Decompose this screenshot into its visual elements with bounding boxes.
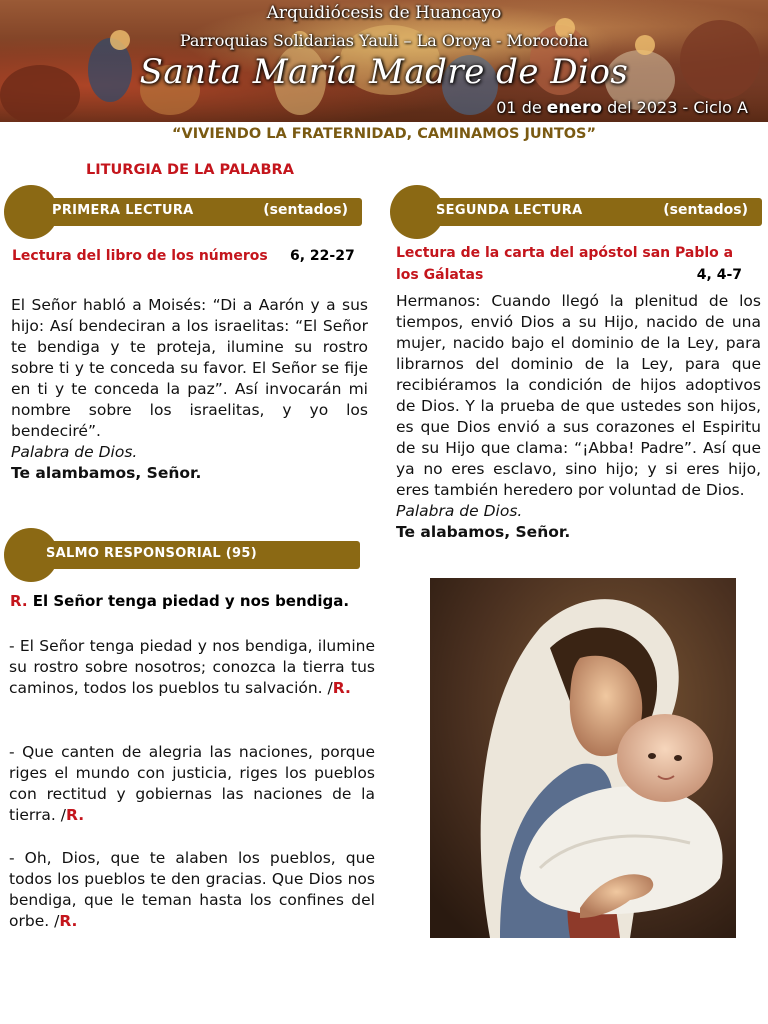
salmo-response-text: El Señor tenga piedad y nos bendiga	[32, 592, 344, 610]
primera-body	[11, 295, 368, 484]
stanza-text: - Que canten de alegria las naciones, porque riges el mundo con justicia, riges los pueblos con rectitud y gobiernas las naciones de la tierra. /	[9, 743, 375, 824]
primera-closing: Palabra de Dios.	[11, 443, 138, 461]
segunda-cite: 4, 4-7	[696, 267, 742, 283]
date-month: enero	[546, 98, 603, 118]
date-rest: del 2023 - Ciclo A	[607, 98, 748, 117]
response-marker: R.	[10, 592, 28, 610]
parishes-name: Parroquias Solidarias Yauli – La Oroya - Morocoha	[179, 31, 589, 50]
segunda-text: Hermanos: Cuando llegó la plenitud de los tiempos, envió Dios a su Hijo, nacido de una mujer, nacido bajo el dominio de la Ley, para librarnos del dominio de la Ley, para que recibiéramos la condición de hijos adoptivos de Dios. Y la prueba de que ustedes son hijos, es que Dios envió a sus corazones el Espiritu de su Hijo que clama: “¡Abba! Padre”. Así que ya no eres esclavo, sino hijo; y si eres hijo, eres también heredero por voluntad de Dios.	[396, 292, 761, 499]
archdiocese-name: Arquidiócesis de Huancayo	[266, 3, 502, 23]
segunda-lectura-bar	[396, 198, 762, 226]
header-banner	[0, 0, 768, 122]
feast-title: Santa María Madre de Dios	[139, 52, 629, 92]
primera-response: Te alambamos, Señor.	[11, 464, 202, 482]
salmo-stanza-1	[9, 636, 375, 699]
stanza-text: - El Señor tenga piedad y nos bendiga, ilumine su rostro sobre nosotros; conozca la tierra tus caminos, todos los pueblos tu salvación. /	[9, 637, 375, 697]
primera-lectura-label: PRIMERA LECTURA	[52, 203, 194, 218]
segunda-lectura-note: (sentados)	[663, 202, 748, 218]
segunda-source-text: Lectura de la carta del apóstol san Pablo a los Gálatas	[396, 245, 734, 283]
feast-date	[496, 98, 748, 118]
motto: “VIVIENDO LA FRATERNIDAD, CAMINAMOS JUNTOS”	[171, 126, 597, 142]
bar-circle-decoration	[4, 185, 58, 239]
liturgia-title: LITURGIA DE LA PALABRA	[86, 162, 294, 178]
segunda-source	[396, 242, 754, 286]
segunda-lectura-label: SEGUNDA LECTURA	[436, 203, 583, 218]
salmo-bar	[10, 541, 360, 569]
segunda-response: Te alabamos, Señor.	[396, 523, 571, 541]
segunda-body	[396, 291, 761, 543]
primera-text: El Señor habló a Moisés: “Di a Aarón y a sus hijo: Así bendeciran a los israelitas: “El Señor te bendiga y te proteja, ilumine su rostro sobre ti y te conceda su favor. El Señor se fije en ti y te conceda la paz”. Así invocarán mi nombre sobre los israelitas, y yo los bendeciré”.	[11, 296, 368, 440]
mary-with-child-image	[430, 578, 736, 938]
salmo-response: R. El Señor tenga piedad y nos bendiga.	[10, 592, 350, 610]
salmo-stanza-2	[9, 742, 375, 826]
response-marker: R.	[332, 679, 351, 697]
primera-cite: 6, 22-27	[290, 248, 355, 264]
primera-lectura-bar	[10, 198, 362, 226]
stanza-text: - Oh, Dios, que te alaben los pueblos, que todos los pueblos te den gracias. Que Dios nos bendiga, que le teman hasta los confines del orbe. /	[9, 849, 375, 930]
primera-source	[12, 248, 364, 264]
primera-lectura-note: (sentados)	[263, 202, 348, 218]
segunda-closing: Palabra de Dios.	[396, 502, 523, 520]
response-marker: R.	[59, 912, 78, 930]
salmo-label: SALMO RESPONSORIAL (95)	[46, 546, 257, 561]
salmo-stanza-3	[9, 848, 375, 932]
primera-source-text: Lectura del libro de los números	[12, 248, 268, 264]
response-marker: R.	[65, 806, 85, 824]
date-day: 01 de	[496, 98, 542, 117]
mary-with-child-painting-icon	[430, 578, 736, 938]
